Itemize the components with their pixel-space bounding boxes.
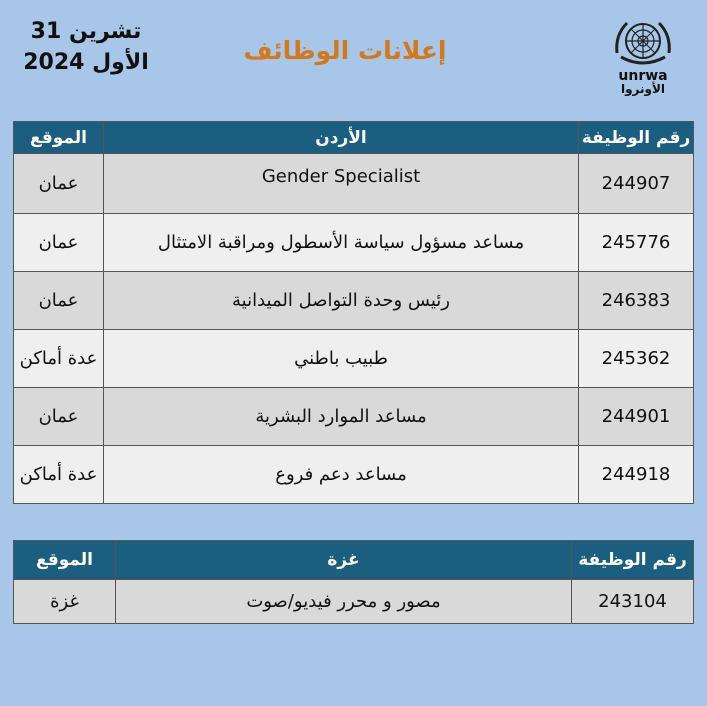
job-number-cell: 245362 [579, 330, 694, 388]
jobs-table-jordan [13, 121, 694, 504]
logo-text-ar: الأونروا [620, 82, 666, 96]
header-job-number: رقم الوظيفة [579, 122, 694, 154]
job-location-cell: عدة أماكن [14, 330, 104, 388]
table-row [14, 580, 694, 624]
job-number-cell: 244907 [579, 154, 694, 214]
table-header-row [14, 541, 694, 580]
job-number-cell: 244901 [579, 388, 694, 446]
table-row [14, 388, 694, 446]
job-location-cell: عدة أماكن [14, 446, 104, 504]
table-row [14, 154, 694, 214]
table-row [14, 446, 694, 504]
table-row [14, 272, 694, 330]
table-row [14, 214, 694, 272]
table-row [14, 330, 694, 388]
job-location-cell: عمان [14, 214, 104, 272]
job-title-cell: Gender Specialist [104, 154, 579, 214]
unrwa-logo [600, 17, 686, 105]
page-title: إعلانات الوظائف [243, 36, 447, 65]
job-location-cell: عمان [14, 388, 104, 446]
job-number-cell: 244918 [579, 446, 694, 504]
date-line-2: الأول 2024 [23, 50, 149, 75]
date-line-1: 31 تشرين [30, 19, 142, 44]
job-number-cell: 243104 [572, 580, 694, 624]
job-title-cell: مصور و محرر فيديو/صوت [116, 580, 572, 624]
job-title-cell: طبيب باطني [104, 330, 579, 388]
job-number-cell: 245776 [579, 214, 694, 272]
job-title-cell: مساعد مسؤول سياسة الأسطول ومراقبة الامتثال [104, 214, 579, 272]
job-title-cell: مساعد الموارد البشرية [104, 388, 579, 446]
jobs-table-gaza [13, 540, 694, 624]
announcement-date [14, 16, 158, 78]
job-location-cell: عمان [14, 272, 104, 330]
job-number-cell: 246383 [579, 272, 694, 330]
header-location: الموقع [14, 122, 104, 154]
job-title-cell: مساعد دعم فروع [104, 446, 579, 504]
job-location-cell: عمان [14, 154, 104, 214]
header-region: غزة [116, 541, 572, 580]
job-location-cell: غزة [14, 580, 116, 624]
logo-text-en: unrwa [618, 68, 668, 84]
header-location: الموقع [14, 541, 116, 580]
table-header-row [14, 122, 694, 154]
un-emblem-icon [611, 17, 675, 69]
job-title-cell: رئيس وحدة التواصل الميدانية [104, 272, 579, 330]
header-job-number: رقم الوظيفة [572, 541, 694, 580]
header-region: الأردن [104, 122, 579, 154]
